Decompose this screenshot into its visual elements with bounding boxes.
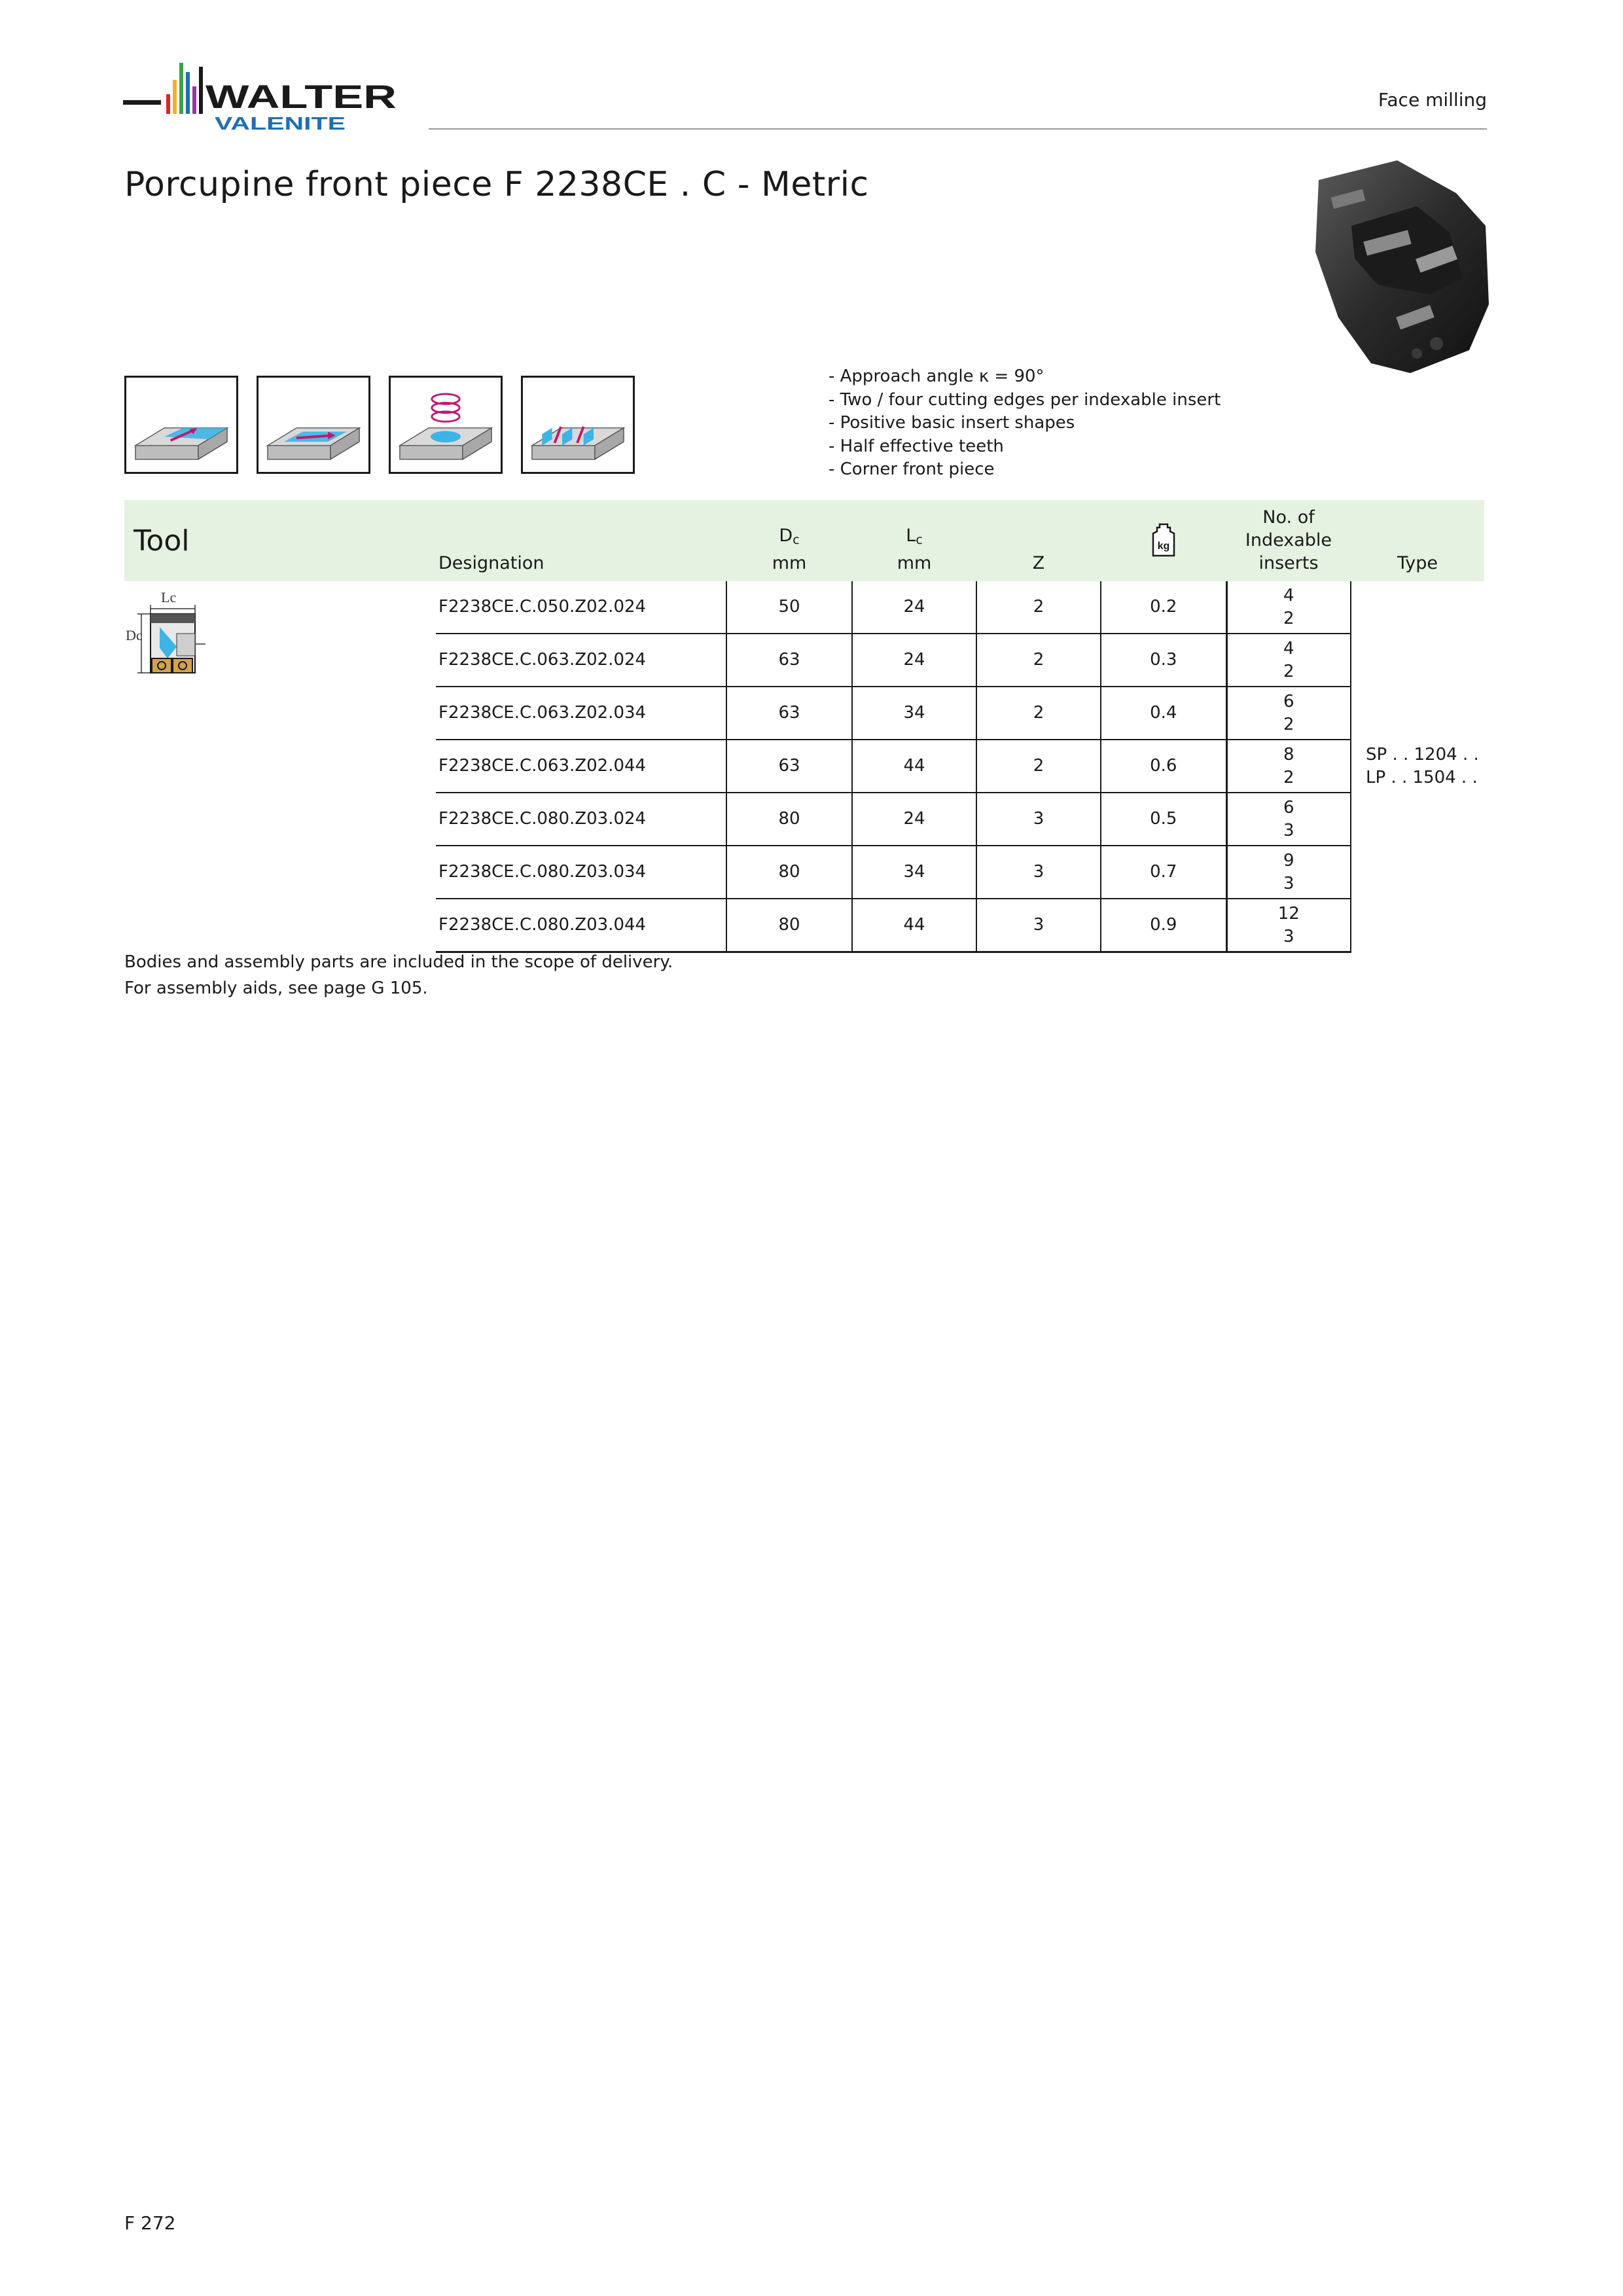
- feature-item: - Half effective teeth: [829, 436, 1004, 456]
- cell-inserts: 8 2: [1226, 740, 1351, 793]
- feature-item: - Corner front piece: [829, 459, 995, 479]
- svg-text:Dc: Dc: [126, 627, 143, 643]
- svg-text:Lc: Lc: [161, 589, 177, 605]
- cell-lc: 44: [852, 899, 976, 952]
- helical-interpolation-application-icon: [389, 376, 503, 474]
- cell-weight: 0.9: [1101, 899, 1226, 952]
- page-number: F 272: [124, 2212, 176, 2234]
- svg-text:kg: kg: [1157, 541, 1170, 552]
- cell-inserts: 4 2: [1226, 581, 1351, 634]
- cell-inserts: 6 2: [1226, 687, 1351, 740]
- cell-dc: 80: [726, 793, 852, 846]
- cell-dc: 63: [726, 740, 852, 793]
- header-inserts: No. of Indexable inserts: [1245, 507, 1332, 573]
- cell-weight: 0.6: [1101, 740, 1226, 793]
- section-label: Face milling: [1378, 89, 1487, 111]
- header-type: Type: [1397, 553, 1438, 573]
- cell-designation: F2238CE.C.063.Z02.024: [436, 634, 726, 687]
- cell-lc: 24: [852, 634, 976, 687]
- cell-dc: 80: [726, 899, 852, 952]
- face-milling-application-icon: [124, 376, 238, 474]
- cell-weight: 0.4: [1101, 687, 1226, 740]
- shoulder-slot-application-icon: [521, 376, 635, 474]
- header-designation: Designation: [438, 553, 544, 573]
- header-weight: [1101, 500, 1226, 581]
- cell-designation: F2238CE.C.050.Z02.024: [436, 581, 726, 634]
- cell-lc: 24: [852, 793, 976, 846]
- slot-milling-application-icon: [257, 376, 370, 474]
- cell-dc: 63: [726, 634, 852, 687]
- cell-designation: F2238CE.C.063.Z02.044: [436, 740, 726, 793]
- cell-z: 2: [976, 740, 1101, 793]
- cell-z: 3: [976, 846, 1101, 899]
- feature-item: - Two / four cutting edges per indexable insert: [829, 389, 1221, 410]
- milling-cutter-image: [1299, 154, 1495, 380]
- header-rule: [429, 128, 1487, 130]
- cell-lc: 34: [852, 687, 976, 740]
- header-tool: Tool: [134, 524, 190, 558]
- cell-inserts: 9 3: [1226, 846, 1351, 899]
- cell-inserts: 4 2: [1226, 634, 1351, 687]
- cell-dc: 80: [726, 846, 852, 899]
- footnotes: [124, 949, 673, 1001]
- cell-weight: 0.2: [1101, 581, 1226, 634]
- cell-lc: 34: [852, 846, 976, 899]
- cell-designation: F2238CE.C.080.Z03.044: [436, 899, 726, 952]
- cell-z: 2: [976, 581, 1101, 634]
- header-dc: $D_c$ mm: [772, 526, 807, 573]
- cell-z: 3: [976, 793, 1101, 846]
- cell-dc: 50: [726, 581, 852, 634]
- tool-dimension-diagram: [124, 588, 436, 686]
- feature-list: [829, 365, 1221, 482]
- logo-valenite-text: VALENITE: [215, 113, 346, 132]
- feature-item: - Positive basic insert shapes: [829, 413, 1075, 433]
- cell-weight: 0.7: [1101, 846, 1226, 899]
- cell-weight: 0.3: [1101, 634, 1226, 687]
- table-row: [124, 581, 1484, 634]
- cell-lc: 24: [852, 581, 976, 634]
- cell-designation: F2238CE.C.080.Z03.024: [436, 793, 726, 846]
- page-title: Porcupine front piece F 2238CE . C - Metric: [124, 165, 869, 204]
- footnote: Bodies and assembly parts are included in the scope of delivery.: [124, 952, 673, 972]
- weight-icon: [1150, 522, 1177, 564]
- cell-lc: 44: [852, 740, 976, 793]
- cell-inserts: 6 3: [1226, 793, 1351, 846]
- header-lc: $L_c$ mm: [897, 526, 932, 573]
- cell-dc: 63: [726, 687, 852, 740]
- tool-table: [124, 500, 1484, 953]
- cell-weight: 0.5: [1101, 793, 1226, 846]
- cell-type: SP . . 1204 . . LP . . 1504 . .: [1351, 581, 1484, 952]
- tool-diagram-cell: [124, 581, 436, 952]
- cell-z: 2: [976, 634, 1101, 687]
- cell-designation: F2238CE.C.080.Z03.034: [436, 846, 726, 899]
- table-header-row: [124, 500, 1484, 581]
- feature-item: - Approach angle κ = 90°: [829, 367, 1044, 386]
- cell-inserts: 12 3: [1226, 899, 1351, 952]
- footnote: For assembly aids, see page G 105.: [124, 978, 428, 998]
- logo-walter-text: WALTER: [205, 79, 397, 115]
- walter-valenite-logo: [123, 60, 404, 132]
- header-z: Z: [1032, 553, 1045, 573]
- cell-z: 2: [976, 687, 1101, 740]
- cell-designation: F2238CE.C.063.Z02.034: [436, 687, 726, 740]
- cell-z: 3: [976, 899, 1101, 952]
